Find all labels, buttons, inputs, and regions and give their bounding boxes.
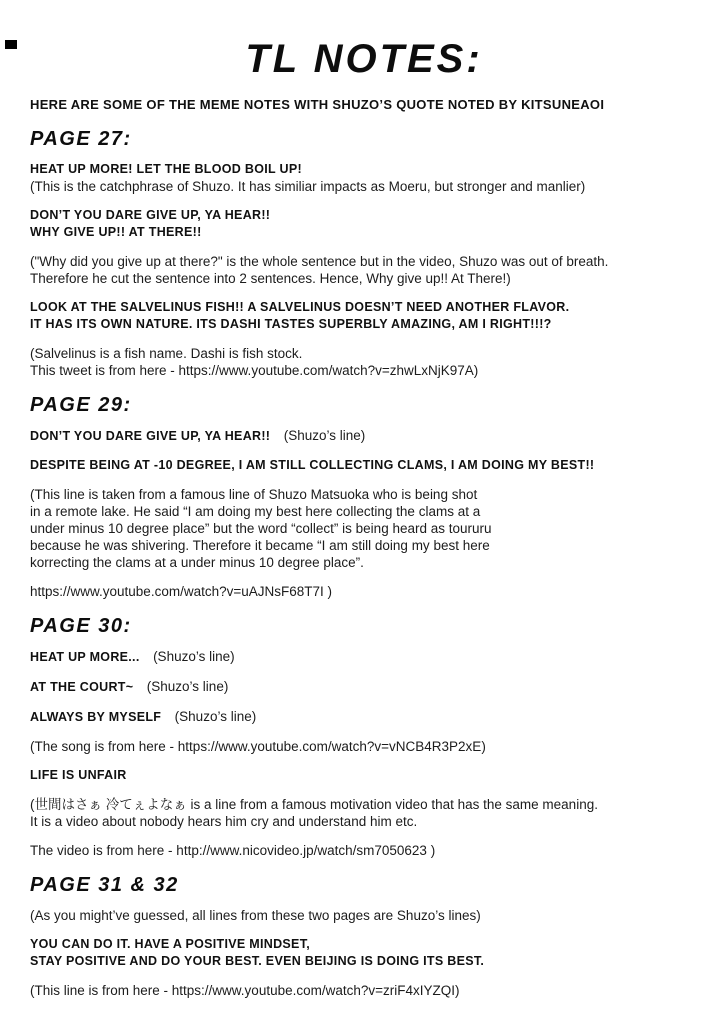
group-life-is-unfair — [30, 767, 698, 784]
section-heading-page-27: PAGE 27: — [30, 128, 132, 150]
tl-notes-page — [0, 36, 728, 1031]
group-video-url — [30, 842, 698, 859]
intro-line: HERE ARE SOME OF THE MEME NOTES WITH SHUZO’S QUOTE NOTED BY KITSUNEAOI — [30, 97, 605, 112]
group-salvelinus-note — [30, 345, 698, 379]
group-dont-give-up-2 — [30, 427, 698, 445]
note-line: under minus 10 degree place” but the word “collect” is being heard as toururu — [30, 521, 492, 536]
group-at-the-court — [30, 678, 698, 696]
group-heat-up — [30, 648, 698, 666]
note-line: (世間はさぁ 冷てぇよなぁ is a line from a famous motivation video that has the same meaning. — [30, 797, 598, 812]
section-heading-page-30: PAGE 30: — [30, 615, 132, 637]
mixed-line — [30, 708, 698, 726]
meme-line: HEAT UP MORE! LET THE BLOOD BOIL UP! — [30, 162, 302, 176]
meme-line: LIFE IS UNFAIR — [30, 768, 127, 782]
note-text: (Shuzo’s line) — [146, 679, 229, 694]
meme-line: IT HAS ITS OWN NATURE. ITS DASHI TASTES SUPERBLY AMAZING, AM I RIGHT!!!? — [30, 317, 552, 331]
note-line: (The song is from here - https://www.youtube.com/watch?v=vNCB4R3P2xE) — [30, 739, 486, 754]
group-clams-note — [30, 486, 698, 571]
note-line: (This is the catchphrase of Shuzo. It has similiar impacts as Moeru, but stronger and manlier) — [30, 179, 586, 194]
note-line url-text: This tweet is from here - https://www.youtube.com/watch?v=zhwLxNjK97A) — [30, 363, 479, 378]
note-line: (Salvelinus is a fish name. Dashi is fish stock. — [30, 346, 303, 361]
note-text: (Shuzo’s line) — [153, 649, 235, 664]
group-clams-url — [30, 583, 698, 600]
group-life-is-unfair-note — [30, 796, 698, 830]
group-guessed-note — [30, 907, 698, 924]
mixed-line — [30, 427, 698, 445]
meme-text: DON’T YOU DARE GIVE UP, YA HEAR!! — [30, 429, 271, 443]
group-clams — [30, 457, 698, 474]
section-heading-page-31-32: PAGE 31 & 32 — [30, 874, 179, 896]
group-always-by-myself — [30, 708, 698, 726]
section-heading-page-29: PAGE 29: — [30, 394, 132, 416]
mixed-line — [30, 648, 698, 666]
note-text: (Shuzo’s line) — [174, 709, 257, 724]
page-title: TL NOTES: — [245, 37, 483, 81]
meme-line: STAY POSITIVE AND DO YOUR BEST. EVEN BEIJING IS DOING ITS BEST. — [30, 954, 485, 968]
note-line: (This line is taken from a famous line of Shuzo Matsuoka who is being shot — [30, 487, 478, 502]
group-salvelinus — [30, 299, 698, 333]
note-line: because he was shivering. Therefore it became “I am still doing my best here — [30, 538, 490, 553]
note-line: https://www.youtube.com/watch?v=uAJNsF68T7I ) — [30, 584, 333, 599]
meme-text: AT THE COURT~ — [30, 680, 134, 694]
meme-text: ALWAYS BY MYSELF — [30, 710, 162, 724]
group-catchphrase — [30, 161, 698, 195]
note-line: The video is from here - http://www.nicovideo.jp/watch/sm7050623 ) — [30, 843, 436, 858]
group-dont-give-up — [30, 207, 698, 241]
scan-artifact — [5, 40, 17, 49]
note-line: in a remote lake. He said “I am doing my best here collecting the clams at a — [30, 504, 481, 519]
note-line: ("Why did you give up at there?" is the whole sentence but in the video, Shuzo was out of breath. — [30, 254, 609, 269]
group-positive-mindset — [30, 936, 698, 970]
meme-line: LOOK AT THE SALVELINUS FISH!! A SALVELINUS DOESN’T NEED ANOTHER FLAVOR. — [30, 300, 570, 314]
meme-line: DON’T YOU DARE GIVE UP, YA HEAR!! — [30, 208, 271, 222]
group-positive-url — [30, 982, 698, 999]
meme-line: DESPITE BEING AT -10 DEGREE, I AM STILL COLLECTING CLAMS, I AM DOING MY BEST!! — [30, 458, 595, 472]
note-text: (Shuzo’s line) — [283, 428, 366, 443]
mixed-line — [30, 678, 698, 696]
group-why-give-up-note — [30, 253, 698, 287]
group-song-url — [30, 738, 698, 755]
note-line: (This line is from here - https://www.youtube.com/watch?v=zriF4xIYZQI) — [30, 983, 460, 998]
note-line: It is a video about nobody hears him cry and understand him etc. — [30, 814, 418, 829]
meme-text: HEAT UP MORE... — [30, 650, 140, 664]
note-line: (As you might’ve guessed, all lines from these two pages are Shuzo’s lines) — [30, 908, 481, 923]
meme-line: WHY GIVE UP!! AT THERE!! — [30, 225, 202, 239]
note-line: korrecting the clams at a under minus 10 degree place”. — [30, 555, 364, 570]
note-line: Therefore he cut the sentence into 2 sentences. Hence, Why give up!! At There!) — [30, 271, 511, 286]
meme-line: YOU CAN DO IT. HAVE A POSITIVE MINDSET, — [30, 937, 311, 951]
